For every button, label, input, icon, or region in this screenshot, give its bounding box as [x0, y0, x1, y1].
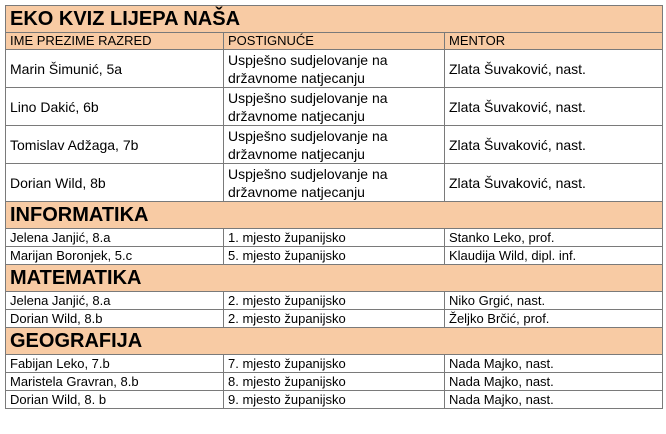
section-title: GEOGRAFIJA: [6, 328, 663, 355]
section-title: INFORMATIKA: [6, 202, 663, 229]
student-cell: Jelena Janjić, 8.a: [6, 292, 224, 310]
achievement-cell: 2. mjesto županijsko: [224, 310, 445, 328]
column-header-name: IME PREZIME RAZRED: [6, 33, 224, 50]
achievement-cell: 9. mjesto županijsko: [224, 391, 445, 409]
section-title: EKO KVIZ LIJEPA NAŠA: [6, 6, 663, 33]
column-header-achievement: POSTIGNUĆE: [224, 33, 445, 50]
student-cell: Maristela Gravran, 8.b: [6, 373, 224, 391]
achievement-cell: 2. mjesto županijsko: [224, 292, 445, 310]
student-cell: Marijan Boronjek, 5.c: [6, 247, 224, 265]
achievement-cell: 8. mjesto županijsko: [224, 373, 445, 391]
mentor-cell: Zlata Šuvaković, nast.: [445, 88, 663, 126]
achievement-cell: 5. mjesto županijsko: [224, 247, 445, 265]
results-table: [5, 5, 663, 409]
mentor-cell: Nada Majko, nast.: [445, 373, 663, 391]
student-cell: Lino Dakić, 6b: [6, 88, 224, 126]
mentor-cell: Nada Majko, nast.: [445, 391, 663, 409]
section-header-matematika: [6, 265, 663, 292]
mentor-cell: Stanko Leko, prof.: [445, 229, 663, 247]
mentor-cell: Klaudija Wild, dipl. inf.: [445, 247, 663, 265]
table-row: [6, 391, 663, 409]
achievement-cell: 1. mjesto županijsko: [224, 229, 445, 247]
mentor-cell: Niko Grgić, nast.: [445, 292, 663, 310]
column-header-mentor: MENTOR: [445, 33, 663, 50]
student-cell: Dorian Wild, 8.b: [6, 310, 224, 328]
results-sheet: [5, 5, 662, 409]
section-header-eko-kviz: [6, 6, 663, 33]
student-cell: Marin Šimunić, 5a: [6, 50, 224, 88]
achievement-cell: Uspješno sudjelovanje na državnome natjecanju: [224, 88, 445, 126]
student-cell: Fabijan Leko, 7.b: [6, 355, 224, 373]
mentor-cell: Željko Brčić, prof.: [445, 310, 663, 328]
table-row: [6, 164, 663, 202]
mentor-cell: Zlata Šuvaković, nast.: [445, 50, 663, 88]
achievement-cell: 7. mjesto županijsko: [224, 355, 445, 373]
table-row: [6, 373, 663, 391]
mentor-cell: Zlata Šuvaković, nast.: [445, 164, 663, 202]
section-header-geografija: [6, 328, 663, 355]
table-row: [6, 126, 663, 164]
section-header-informatika: [6, 202, 663, 229]
achievement-cell: Uspješno sudjelovanje na državnome natjecanju: [224, 126, 445, 164]
table-row: [6, 355, 663, 373]
table-row: [6, 88, 663, 126]
table-row: [6, 310, 663, 328]
achievement-cell: Uspješno sudjelovanje na državnome natjecanju: [224, 50, 445, 88]
achievement-cell: Uspješno sudjelovanje na državnome natjecanju: [224, 164, 445, 202]
student-cell: Dorian Wild, 8. b: [6, 391, 224, 409]
section-title: MATEMATIKA: [6, 265, 663, 292]
student-cell: Dorian Wild, 8b: [6, 164, 224, 202]
table-row: [6, 50, 663, 88]
table-row: [6, 247, 663, 265]
student-cell: Jelena Janjić, 8.a: [6, 229, 224, 247]
table-row: [6, 292, 663, 310]
mentor-cell: Nada Majko, nast.: [445, 355, 663, 373]
student-cell: Tomislav Adžaga, 7b: [6, 126, 224, 164]
column-header-row: [6, 33, 663, 50]
mentor-cell: Zlata Šuvaković, nast.: [445, 126, 663, 164]
table-row: [6, 229, 663, 247]
